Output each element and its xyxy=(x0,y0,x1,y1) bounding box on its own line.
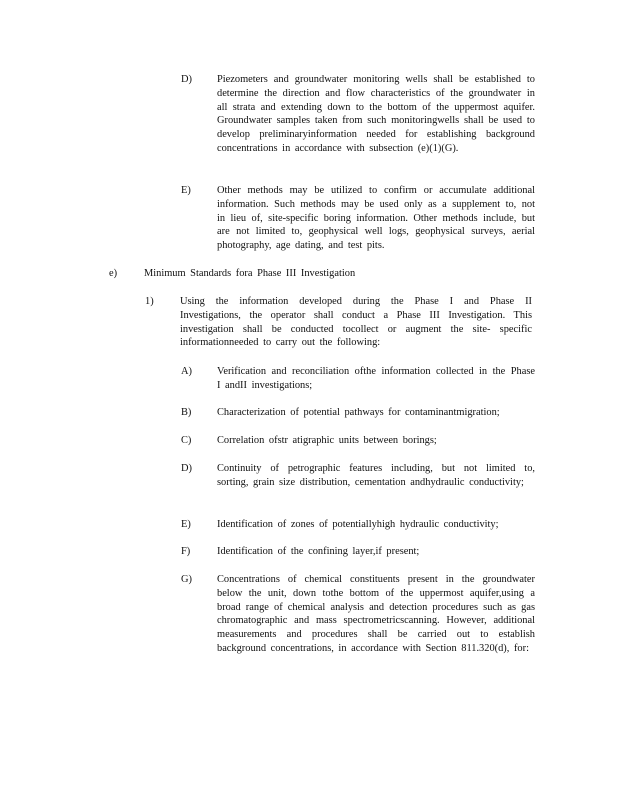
section-title: Minimum Standards fora Phase III Investigation xyxy=(144,268,356,279)
item-label: D) xyxy=(181,463,192,474)
item-label: B) xyxy=(181,407,192,418)
item-text: Characterization of potential pathways for contaminantmigration; xyxy=(217,407,500,418)
item-text: Using the information developed during the Phase I and Phase II Investigations, the operator shall conduct a Phase III Investigation. This investigation shall be conducted tocollect or augment the site- specific informationneeded to carry out the following: xyxy=(180,296,532,349)
item-text: Identification of zones of potentiallyhigh hydraulic conductivity; xyxy=(217,519,499,530)
item-label: G) xyxy=(181,574,192,585)
item-text: Verification and reconciliation ofthe information collected in the Phase I andII investigations; xyxy=(217,366,535,391)
item-label: F) xyxy=(181,546,191,557)
item-label: A) xyxy=(181,366,192,377)
item-label: C) xyxy=(181,435,192,446)
item-label: E) xyxy=(181,185,191,196)
item-text: Identification of the confining layer,if present; xyxy=(217,546,420,557)
item-label: E) xyxy=(181,519,191,530)
item-text: Correlation ofstr atigraphic units between borings; xyxy=(217,435,437,446)
item-text: Concentrations of chemical constituents present in the groundwater below the unit, down tothe bottom of the uppermost aquifer,using a broad range of chemical analysis and detection procedures such as gas chromatographic and mass spectrometricscanning. However, additional measurements and procedures shall be carried out to establish background concentrations, in accordance with Section 811.320(d), for: xyxy=(217,574,535,654)
item-text: Piezometers and groundwater monitoring wells shall be established to determine the direction and flow characteristics of the groundwater in all strata and extending down to the bottom of the uppermost aquifer. Groundwater samples taken from such monitoringwells shall be used to develop preliminaryinformation needed for establishing background concentrations in accordance with subsection (e)(1)(G). xyxy=(217,74,535,154)
item-text: Other methods may be utilized to confirm or accumulate additional information. Such methods may be used only as a supplement to, not in lieu of, site-specific boring information. Other methods include, but are not limited to, geophysical well logs, geophysical surveys, aerial photography, age dating, and test pits. xyxy=(217,185,535,252)
item-text: Continuity of petrographic features including, but not limited to, sorting, grain size distribution, cementation andhydraulic conductivity; xyxy=(217,463,535,488)
section-label: e) xyxy=(109,268,118,279)
item-label: D) xyxy=(181,74,192,85)
item-label: 1) xyxy=(145,296,154,307)
